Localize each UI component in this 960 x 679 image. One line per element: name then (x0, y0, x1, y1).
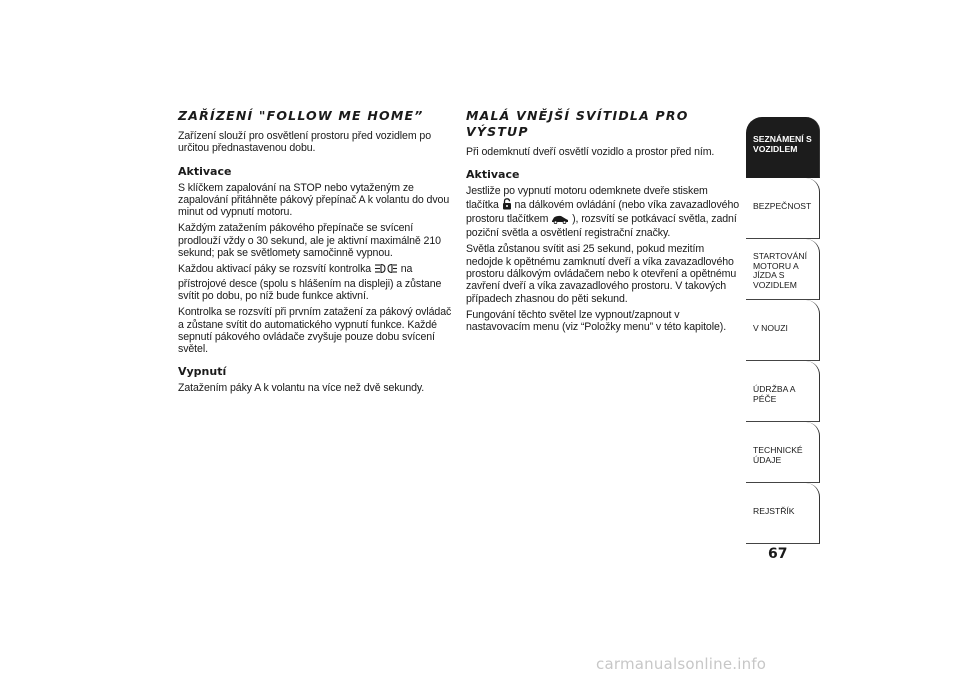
tab-technicke-udaje[interactable] (746, 422, 820, 483)
tab-label: TECHNICKÉ ÚDAJE (753, 445, 803, 465)
deactivation-paragraph-1: Zatažením páky A k volantu na více než dvě sekundy. (178, 382, 425, 395)
low-beam-headlight-icon (374, 263, 398, 277)
activation-paragraph-2: Každým zatažením pákového přepínače se svícení prodlouží vždy o 30 sekund, ale je aktivní maximálně 210 sekund; pak se světlomety samočinně vypnou. (178, 222, 441, 260)
page-number: 67 (768, 546, 788, 562)
tab-label: REJSTŘÍK (753, 506, 795, 516)
tab-label: SEZNÁMENÍ S VOZIDLEM (753, 134, 812, 154)
section-title-follow-me-home: ZAŘÍZENÍ "FOLLOW ME HOME” (178, 108, 424, 123)
follow-me-home-intro: Zařízení slouží pro osvětlení prostoru před vozidlem po určitou přednastavenou dobu. (178, 130, 431, 155)
exterior-paragraph-2: Světla zůstanou svítit asi 25 sekund, pokud mezitím nedojde k opětnému zamknutí dveří a víka zavazadlového prostoru dálkovým ovládačem nebo k otevření a opětnému zavření dveří a víka zavazadlového prostoru. V takových případech zhasnou do pěti sekund. (466, 243, 737, 305)
activation-paragraph-3-end: na přístrojové desce (spolu s hlášením na displeji) a zůstane svítit po dobu, po níž bude funkce aktivní. (178, 263, 442, 302)
exterior-paragraph-1-part-2: na dálkovém ovládání (nebo víka zavazadlového prostoru tlačítkem (466, 198, 740, 225)
tab-rejstrik[interactable] (746, 483, 820, 544)
deactivation-heading: Vypnutí (178, 365, 227, 379)
exterior-paragraph-3: Fungování těchto světel lze vypnout/zapnout v nastavovacím menu (viz “Položky menu” v této kapitole). (466, 308, 727, 334)
exterior-lights-intro: Při odemknutí dveří osvětlí vozidlo a prostor před ním. (466, 146, 715, 158)
activation-paragraph-4: Kontrolka se rozsvítí při prvním zatažení za pákový ovládač a zůstane svítit do automatického vypnutí funkce. Každé sepnutí pákového ovládače zvyšuje pouze dobu svícení světel. (178, 306, 452, 356)
padlock-open-icon (502, 198, 512, 213)
exterior-activation-heading: Aktivace (466, 168, 520, 182)
tab-bezpecnost[interactable] (746, 178, 820, 239)
tab-seznameni-s-vozidlem[interactable] (746, 117, 820, 178)
activation-paragraph-3-start: Každou aktivací páky se rozsvítí kontrolka (178, 263, 372, 276)
exterior-paragraph-1-part-1: Jestliže po vypnutí motoru odemknete dveře stiskem tlačítka (466, 185, 708, 211)
tab-startovani[interactable] (746, 239, 820, 300)
watermark: carmanualsonline.info (596, 655, 767, 673)
tab-label: V NOUZI (753, 323, 788, 333)
tab-v-nouzi[interactable] (746, 300, 820, 361)
chapter-tabs (746, 117, 820, 544)
tab-label: BEZPEČNOST (753, 201, 812, 211)
activation-paragraph-1: S klíčkem zapalování na STOP nebo vytaženým ze zapalování přitáhněte pákový přepínač A k volantu do dvou minut od vypnutí motoru. (178, 181, 450, 219)
activation-heading: Aktivace (178, 164, 232, 178)
car-boot-icon (551, 214, 569, 227)
tab-label: ÚDRŽBA A PÉČE (753, 384, 796, 404)
tab-label: STARTOVÁNÍ MOTORU A JÍZDA S VOZIDLEM (753, 251, 807, 290)
exterior-lights-section (466, 108, 742, 338)
exterior-paragraph-1 (466, 185, 742, 239)
section-title-exterior-lights: MALÁ VNĚJŠÍ SVÍTIDLA PRO VÝSTUP (466, 108, 689, 139)
follow-me-home-section (178, 108, 452, 399)
tab-udrzba-a-pece[interactable] (746, 361, 820, 422)
activation-paragraph-3 (178, 263, 452, 302)
exterior-paragraph-1-part-3: ), rozsvítí se potkávací světla, zadní poziční světla a osvětlení registrační značky. (466, 212, 737, 240)
